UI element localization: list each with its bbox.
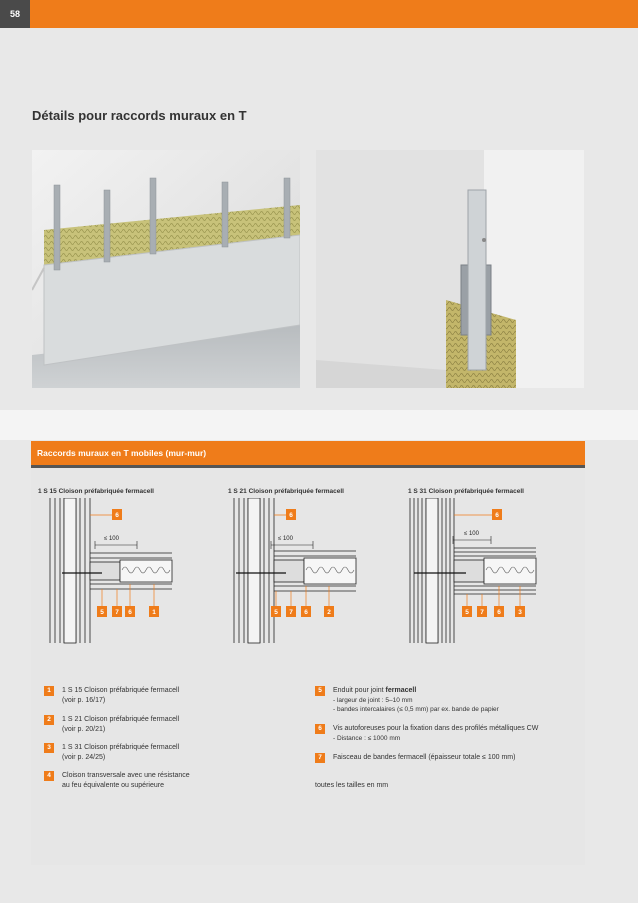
diagram-2-callout-c: 6 [304, 609, 308, 616]
panel-separator [31, 465, 585, 468]
diagram-3-callout-d: 3 [518, 609, 522, 616]
diagram-3-callout-c: 6 [497, 609, 501, 616]
diagram-1-callout-b: 7 [115, 609, 119, 616]
legend-item-2 [44, 715, 179, 734]
diagram-3-dimension: ≤ 100 [464, 531, 479, 537]
top-orange-bar [0, 0, 638, 28]
legend-text: 1 S 21 Cloison préfabriquée fermacell [62, 716, 180, 723]
diagram-1-callout-6: 6 [115, 512, 119, 519]
legend-number: 1 [44, 686, 54, 696]
panel-title: Raccords muraux en T mobiles (mur-mur) [31, 441, 585, 465]
legend-text: 1 S 15 Cloison préfabriquée fermacell [62, 687, 180, 694]
diagram-2-dimension: ≤ 100 [278, 536, 293, 542]
legend-text-ref: (voir p. 16/17) [62, 696, 106, 704]
diagram-2-callout-b: 7 [289, 609, 293, 616]
legend-item-3 [44, 743, 179, 762]
photo-corner-detail [316, 150, 584, 388]
diagram-2-title: 1 S 21 Cloison préfabriquée fermacell [228, 488, 344, 495]
diagram-3-callout-b: 7 [480, 609, 484, 616]
diagram-2-callout-6: 6 [289, 512, 293, 519]
legend-number: 2 [44, 715, 54, 725]
legend-subtext: - largeur de joint : 5–10 mm [333, 696, 413, 704]
legend-text-ref: (voir p. 20/21) [62, 725, 106, 733]
legend-item-4 [44, 771, 190, 790]
legend-text: Vis autoforeuses pour la fixation dans des profilés métalliques CW [333, 725, 539, 732]
brand-name: fermacell [385, 687, 417, 694]
legend-text: Faisceau de bandes fermacell (épaisseur totale ≤ 100 mm) [333, 754, 516, 761]
legend-item-1 [44, 686, 179, 705]
diagram-3-callout-a: 5 [465, 609, 469, 616]
diagram-1-callout-a: 5 [100, 609, 104, 616]
legend-text-ref: (voir p. 24/25) [62, 753, 106, 761]
legend-text: Cloison transversale avec une résistance [62, 772, 190, 779]
page-heading: Détails pour raccords muraux en T [32, 108, 247, 123]
legend-item-7 [315, 753, 515, 763]
legend-number: 5 [315, 686, 325, 696]
diagram-3-section-drawing [406, 498, 581, 648]
legend-subtext: - Distance : ≤ 1000 mm [333, 734, 401, 742]
diagram-1-callout-c: 6 [128, 609, 132, 616]
diagram-2-section-drawing [226, 498, 401, 648]
diagram-1-dimension: ≤ 100 [104, 536, 119, 542]
diagram-1-section-drawing [42, 498, 217, 648]
diagram-3-callout-6: 6 [495, 512, 499, 519]
legend-item-6 [315, 724, 538, 743]
legend-number: 3 [44, 743, 54, 753]
legend-number: 6 [315, 724, 325, 734]
units-note: toutes les tailles en mm [315, 782, 389, 789]
legend-text: Enduit pour joint [333, 687, 386, 694]
diagram-2-callout-a: 5 [274, 609, 278, 616]
legend-number: 7 [315, 753, 325, 763]
diagram-1-callout-d: 1 [152, 609, 156, 616]
diagram-1-title: 1 S 15 Cloison préfabriquée fermacell [38, 488, 154, 495]
photo-wall-construction [32, 150, 300, 388]
page-number: 58 [0, 0, 30, 28]
legend-item-5 [315, 686, 499, 715]
legend-text: 1 S 31 Cloison préfabriquée fermacell [62, 744, 180, 751]
separator-strip [0, 410, 638, 440]
legend-subtext: - bandes intercalaires (≤ 0,5 mm) par ex. bande de papier [333, 706, 499, 713]
diagram-2-callout-d: 2 [327, 609, 331, 616]
legend-text-cont: au feu équivalente ou supérieure [62, 781, 164, 789]
diagram-3-title: 1 S 31 Cloison préfabriquée fermacell [408, 488, 524, 495]
legend-number: 4 [44, 771, 54, 781]
